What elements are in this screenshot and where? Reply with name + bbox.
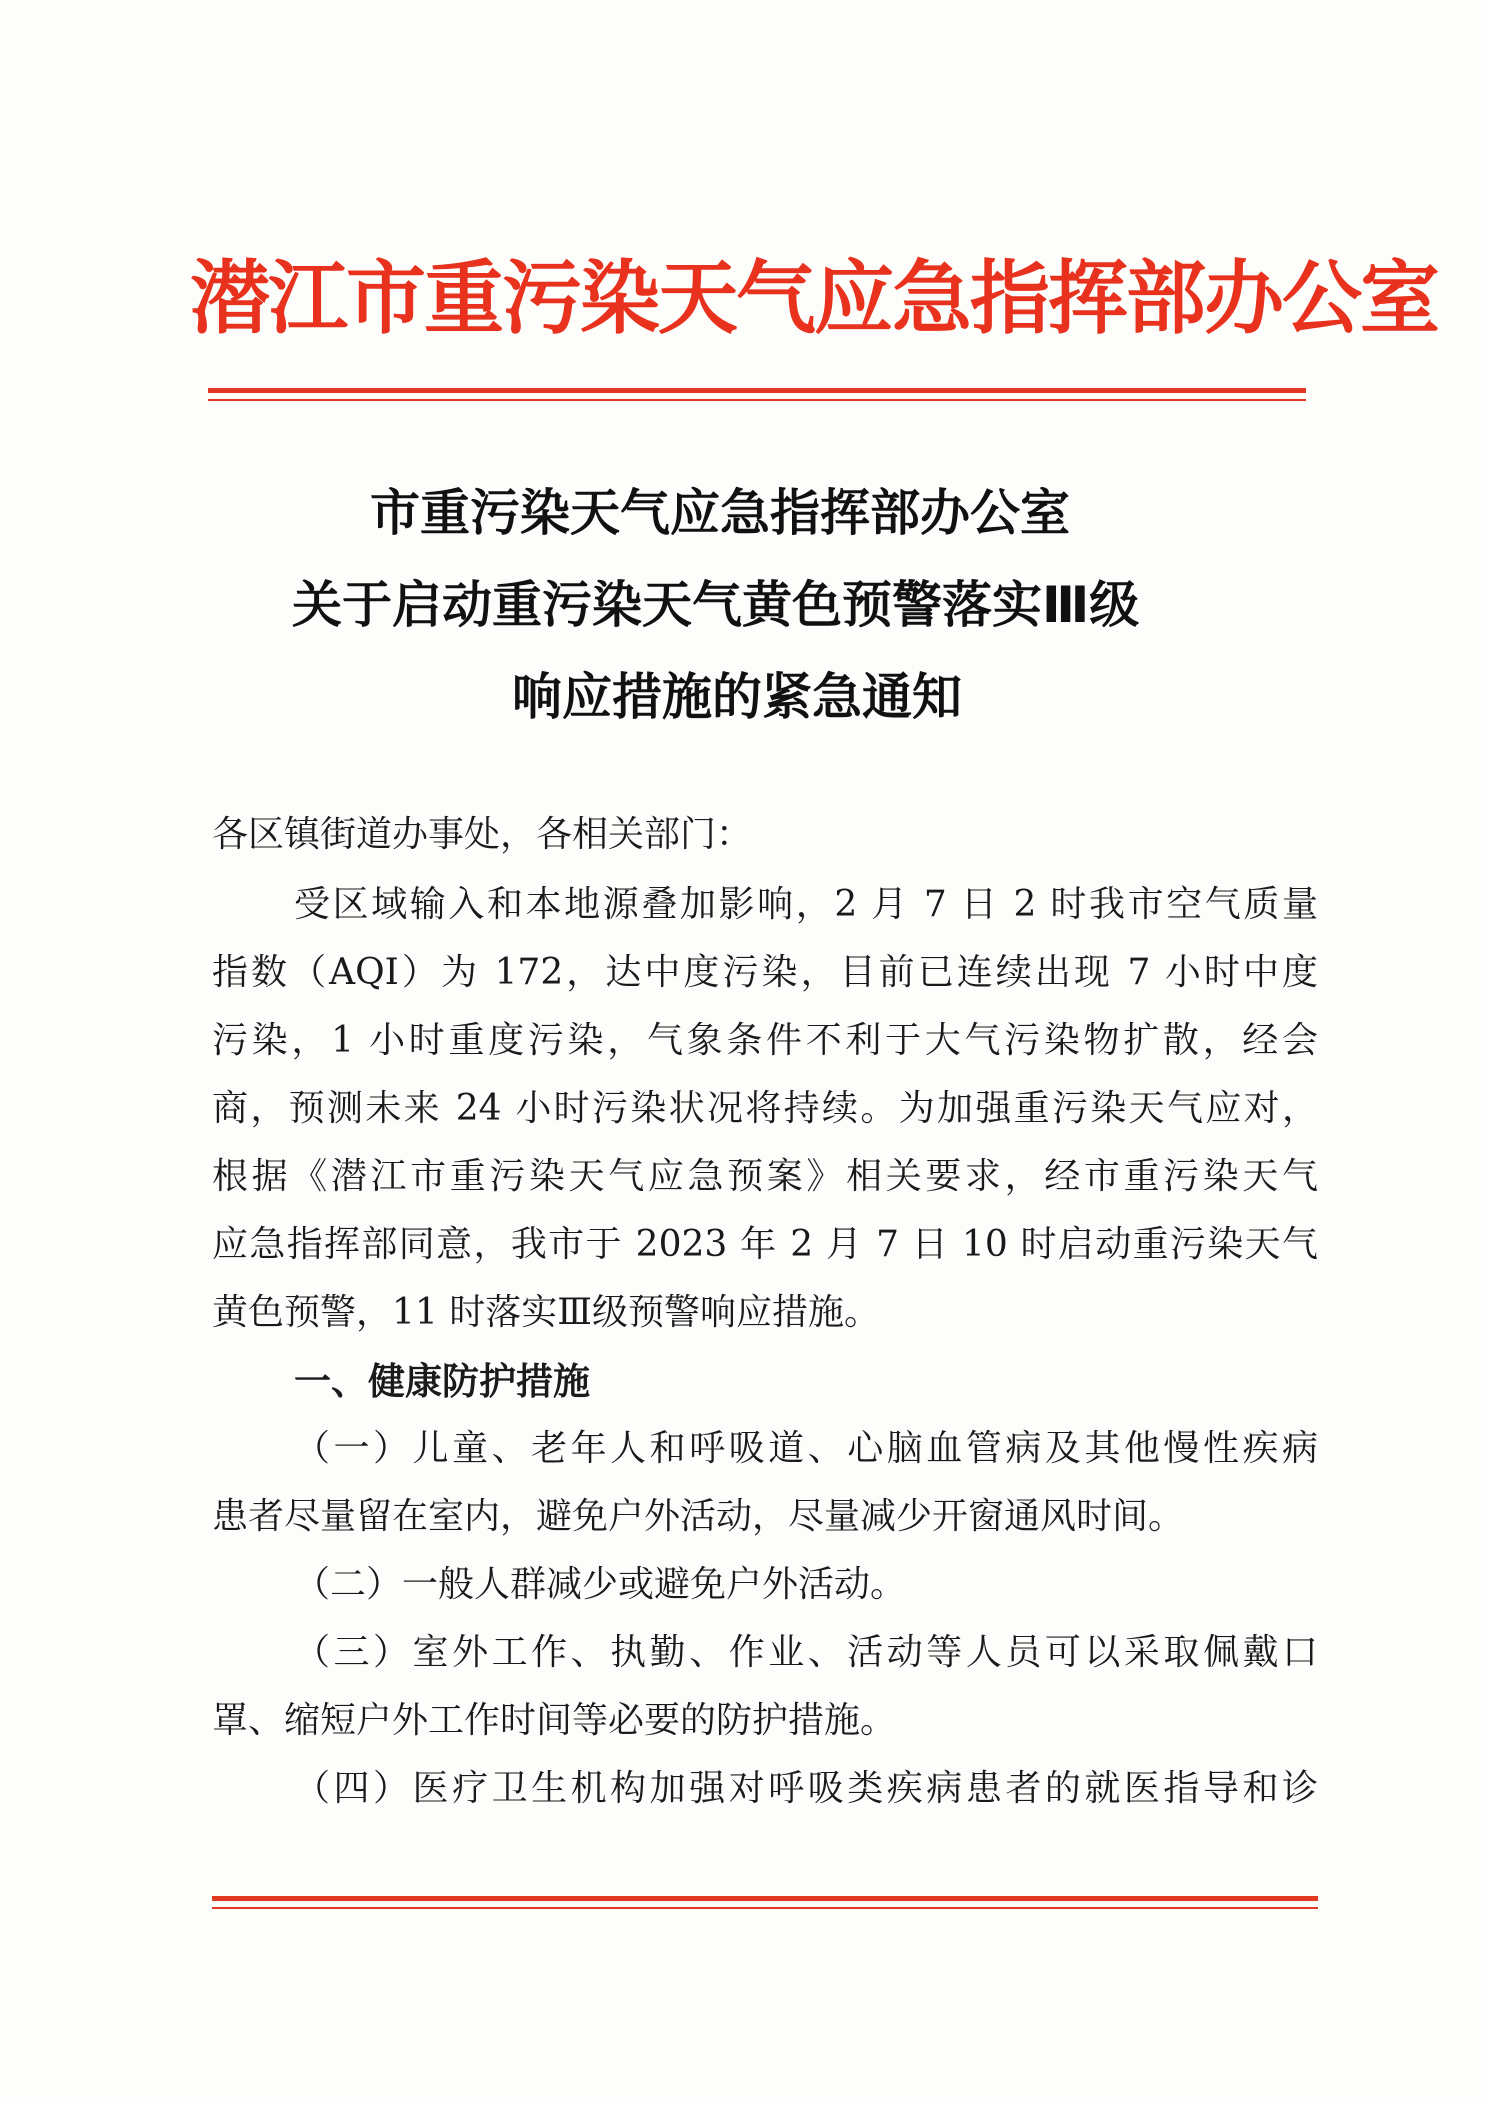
document-title-line-1: 市重污染天气应急指挥部办公室 <box>370 484 1070 542</box>
paragraph-line: 污染，1 小时重度污染，气象条件不利于大气污染物扩散，经会 <box>212 1020 1318 1061</box>
measure-line: 罩、缩短户外工作时间等必要的防护措施。 <box>212 1700 897 1741</box>
paragraph-line: 应急指挥部同意，我市于 2023 年 2 月 7 日 10 时启动重污染天气 <box>212 1224 1318 1265</box>
footer-rule-thick <box>212 1896 1318 1901</box>
paragraph-line: 根据《潜江市重污染天气应急预案》相关要求，经市重污染天气 <box>212 1156 1318 1197</box>
measure-line: （一）儿童、老年人和呼吸道、心脑血管病及其他慢性疾病 <box>294 1428 1318 1469</box>
measure-line: （四）医疗卫生机构加强对呼吸类疾病患者的就医指导和诊 <box>294 1768 1318 1809</box>
letterhead-rule-thick <box>208 388 1306 393</box>
document-title-line-2: 关于启动重污染天气黄色预警落实Ⅲ级 <box>292 576 1140 634</box>
paragraph-line: 受区域输入和本地源叠加影响，2 月 7 日 2 时我市空气质量 <box>294 884 1318 925</box>
paragraph-line: 指数（AQI）为 172，达中度污染，目前已连续出现 7 小时中度 <box>212 952 1318 993</box>
measure-line: （三）室外工作、执勤、作业、活动等人员可以采取佩戴口 <box>294 1632 1318 1673</box>
section-heading: 一、健康防护措施 <box>294 1360 590 1403</box>
salutation: 各区镇街道办事处，各相关部门： <box>212 814 753 855</box>
letterhead-rule-thin <box>208 399 1306 401</box>
paragraph-line: 黄色预警，11 时落实Ⅲ级预警响应措施。 <box>212 1292 880 1333</box>
measure-line: 患者尽量留在室内，避免户外活动，尽量减少开窗通风时间。 <box>212 1496 1185 1537</box>
paragraph-line: 商，预测未来 24 小时污染状况将持续。为加强重污染天气应对， <box>212 1088 1318 1129</box>
measure-line: （二）一般人群减少或避免户外活动。 <box>294 1564 907 1605</box>
footer-rule-thin <box>212 1907 1318 1909</box>
letterhead-title: 潜江市重污染天气应急指挥部办公室 <box>190 251 1438 345</box>
document-title-line-3: 响应措施的紧急通知 <box>512 668 962 726</box>
